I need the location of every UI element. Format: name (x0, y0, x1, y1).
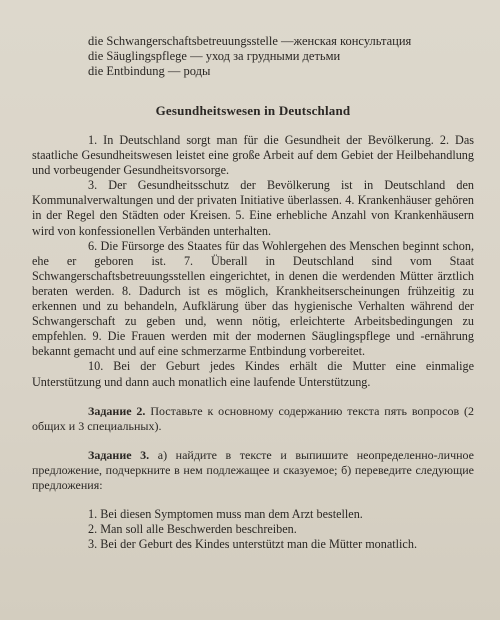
paragraph: 3. Der Gesundheitsschutz der Bevölkerung ist in Deutschland den Kommunalverwaltungen und der privaten Initiative überlassen. 4. Krankenhäuser gehören in der Regel den Städten oder Kreisen. 5. Eine erhebliche Anzahl von Krankenhäusern wird von konfessionellen Verbänden unterhalten. (32, 178, 474, 238)
sentence-item: 2. Man soll alle Beschwerden beschreiben. (88, 521, 297, 536)
paragraph: 10. Bei der Geburt jedes Kindes erhält die Mutter eine einmalige Unterstützung und dann auch monatlich eine laufende Unterstützung. (32, 359, 474, 389)
vocabulary-list (88, 34, 474, 79)
paragraph: 1. In Deutschland sorgt man für die Gesundheit der Bevölkerung. 2. Das staatliche Gesundheitswesen leistet eine große Arbeit auf dem Gebiet der Heilbehandlung und vorbeugender Gesundheitsvorsorge. (32, 133, 474, 178)
task-label: Задание 3. (88, 447, 150, 462)
vocab-entry: die Entbindung — роды (88, 64, 211, 78)
task-2 (32, 404, 474, 434)
task-text: Поставьте к основному содержанию текста пять вопросов (2 общих и 3 специальных). (32, 403, 474, 433)
translation-sentences (88, 507, 474, 552)
vocab-entry: die Schwangerschaftsbetreuungsstelle —женская консультация (88, 34, 412, 48)
sentence-item: 1. Bei diesen Symptomen muss man dem Arzt bestellen. (88, 506, 363, 521)
text-title: Gesundheitswesen in Deutschland (155, 103, 351, 118)
text-body (32, 133, 474, 390)
vocab-entry: die Säuglingspflege — уход за грудными детьми (88, 49, 341, 63)
task-3 (32, 448, 474, 493)
task-label: Задание 2. (88, 403, 146, 418)
task-text: а) найдите в тексте и выпишите неопределенно-личное предложение, подчеркните в нем подлежащее и сказуемое; б) переведите следующие предложения: (32, 447, 475, 492)
sentence-item: 3. Bei der Geburt des Kindes unterstützt man die Mütter monatlich. (88, 536, 417, 551)
paragraph: 6. Die Fürsorge des Staates für das Wohlergehen des Menschen beginnt schon, ehe er geboren ist. 7. Überall in Deutschland sind vom Staat Schwangerschaftsbetreuungsstellen eingerichtet, in denen die werdenden Mütter ärztlich beraten werden. 8. Dadurch ist es möglich, Krankheitserscheinungen frühzeitig zu erkennen und zu behandeln, Aufklärung über das hygienische Verhalten während der Schwangerschaft zu geben und, wenn nötig, erleichterte Arbeitsbedingungen zu empfehlen. 9. Die Frauen werden mit der modernen Säuglingspflege und -ernährung bekannt gemacht und auf eine schmerzarme Entbindung vorbereitet. (32, 238, 474, 359)
